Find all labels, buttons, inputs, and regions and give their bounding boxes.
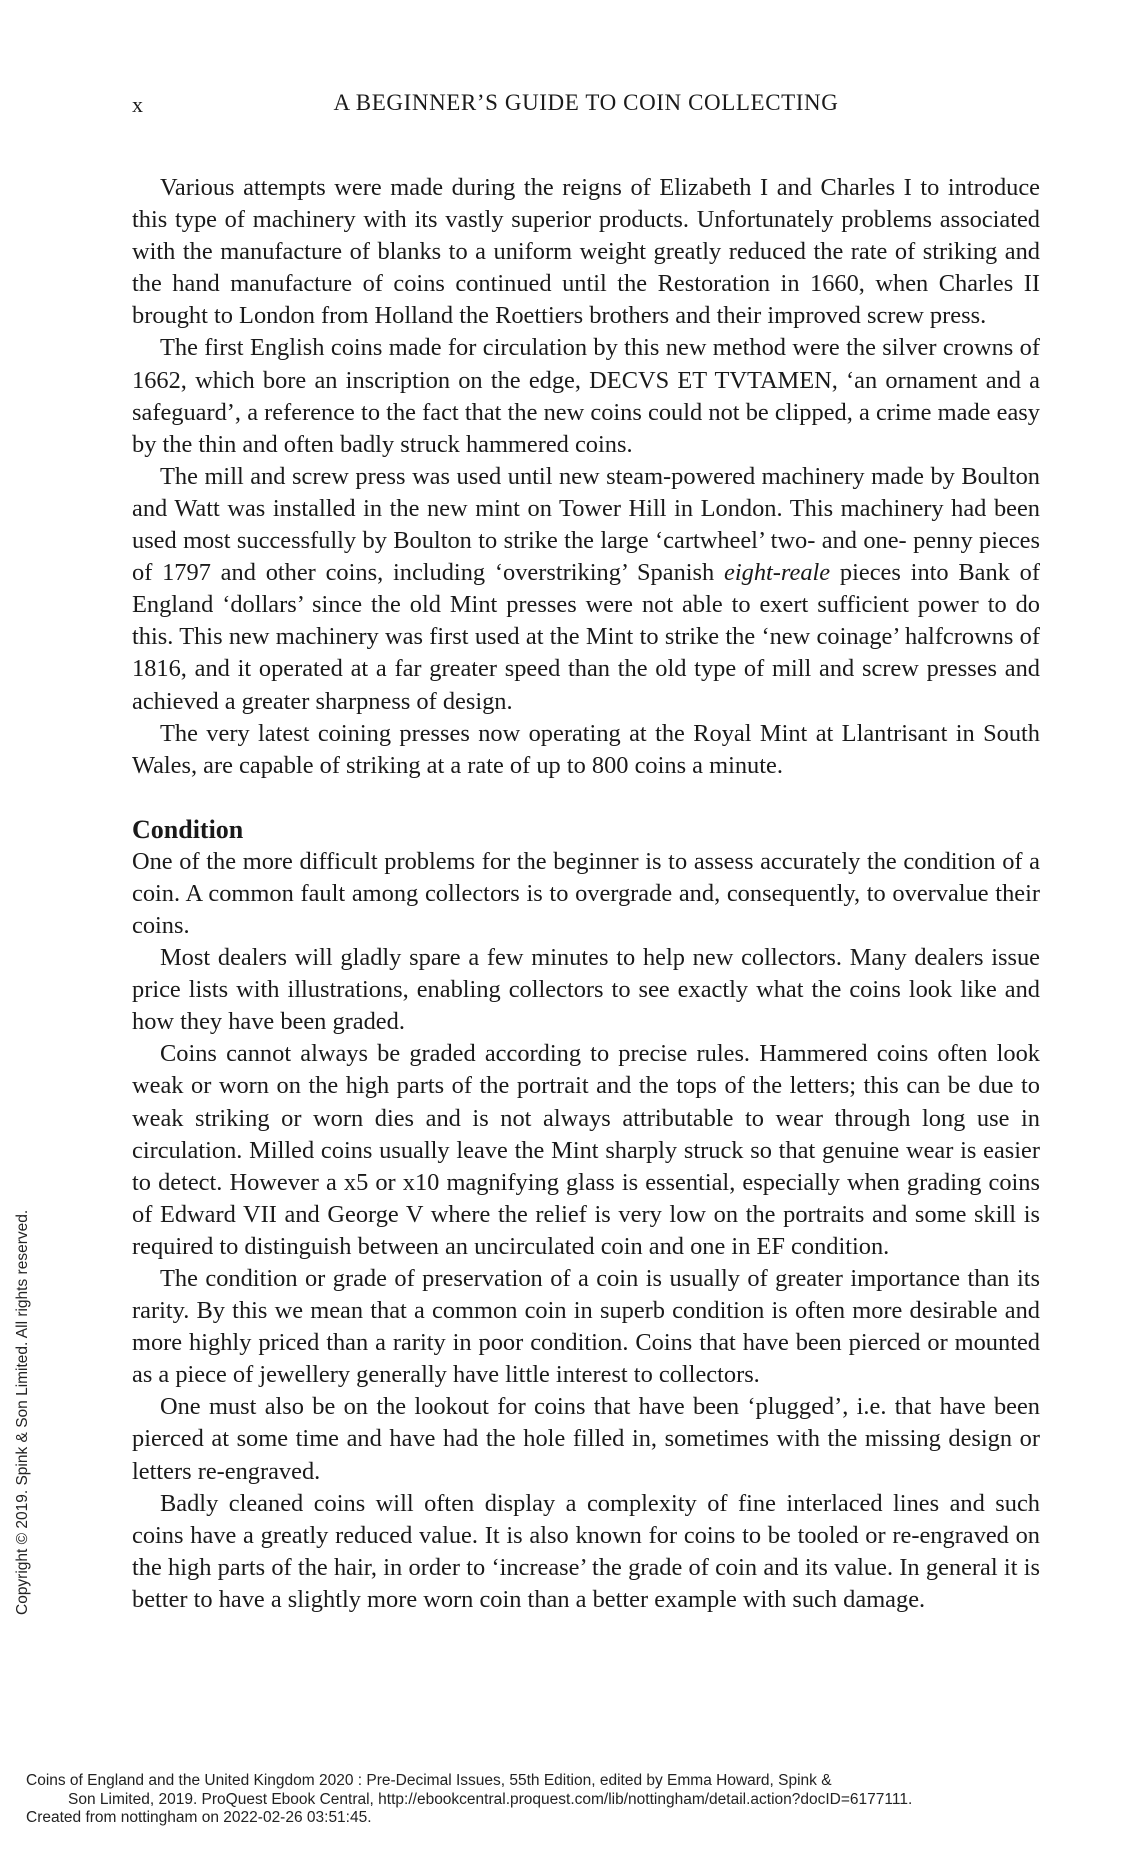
copyright-notice: Copyright © 2019. Spink & Son Limited. All rights reserved. — [14, 1209, 31, 1615]
paragraph: The condition or grade of preservation of a coin is usually of greater importance than its rarity. By this we mean that a common coin in superb condition is often more desirable and more highly priced than a rarity in poor condition. Coins that have been pierced or mounted as a piece of jewellery generally have little interest to collectors. — [132, 1265, 1040, 1389]
body-text — [132, 172, 1040, 1616]
paragraph-text: pieces into Bank of England ‘dollars’ since the old Mint presses were not able to exert sufficient power to do this. This new machinery was first used at the Mint to strike the ‘new coinage’ halfcrowns of 1816, and it operated at a far greater speed than the old type of mill and screw presses and achieved a greater sharpness of design. — [132, 559, 1040, 715]
footer-line: Coins of England and the United Kingdom 2020 : Pre-Decimal Issues, 55th Edition, edited by Emma Howard, Spink & — [26, 1772, 832, 1789]
italic-term: eight-reale — [724, 559, 831, 587]
footer-line: Son Limited, 2019. ProQuest Ebook Central, http://ebookcentral.proquest.com/lib/nottingham/detail.action?docID=6177111. — [68, 1790, 913, 1808]
section-heading: Condition — [132, 814, 244, 844]
paragraph-text: The mill and screw press was used until new steam-powered machinery made by Boulton and Watt was installed in the new mint on Tower Hill in London. This machinery had been used most successfully by Boulton to strike the large ‘cartwheel’ two- and one- penny pieces of 1797 and other coins, including ‘overstriking’ Spanish — [132, 462, 1040, 587]
paragraph: The first English coins made for circulation by this new method were the silver crowns of 1662, which bore an inscription on the edge, DECVS ET TVTAMEN, ‘an ornament and a safeguard’, a reference to the fact that the new coins could not be clipped, a crime made easy by the thin and often badly struck hammered coins. — [132, 334, 1040, 458]
source-footer — [26, 1772, 1106, 1828]
paragraph: The very latest coining presses now operating at the Royal Mint at Llantrisant in South Wales, are capable of striking at a rate of up to 800 coins a minute. — [132, 719, 1040, 779]
footer-line: Created from nottingham on 2022-02-26 03:51:45. — [26, 1809, 372, 1826]
paragraph — [132, 461, 1040, 718]
running-header: A BEGINNER’S GUIDE TO COIN COLLECTING — [333, 90, 839, 115]
paragraph: Coins cannot always be graded according to precise rules. Hammered coins often look weak or worn on the high parts of the portrait and the tops of the letters; this can be due to weak striking or worn dies and is not always attributable to wear through long use in circulation. Milled coins usually leave the Mint sharply struck so that genuine wear is easier to detect. However a x5 or x10 magnifying glass is essential, especially when grading coins of Edward VII and George V where the relief is very low on the portraits and some skill is required to distinguish between an uncirculated coin and one in EF condition. — [132, 1040, 1040, 1260]
page-number: x — [132, 92, 144, 117]
paragraph: One must also be on the lookout for coins that have been ‘plugged’, i.e. that have been pierced at some time and have had the hole filled in, sometimes with the missing design or letters re-engraved. — [132, 1393, 1040, 1485]
paragraph: Various attempts were made during the reigns of Elizabeth I and Charles I to introduce this type of machinery with its vastly superior products. Unfortunately problems associated with the manufacture of blanks to a uniform weight greatly reduced the rate of striking and the hand manufacture of coins continued until the Restoration in 1660, when Charles II brought to London from Holland the Roettiers brothers and their improved screw press. — [132, 174, 1040, 330]
paragraph: Badly cleaned coins will often display a complexity of fine interlaced lines and such coins have a greatly reduced value. It is also known for coins to be tooled or re-engraved on the high parts of the hair, in order to ‘increase’ the grade of coin and its value. In general it is better to have a slightly more worn coin than a better example with such damage. — [132, 1489, 1040, 1613]
paragraph: One of the more difficult problems for the beginner is to assess accurately the condition of a coin. A common fault among collectors is to overgrade and, consequently, to overvalue their coins. — [132, 847, 1040, 939]
paragraph: Most dealers will gladly spare a few minutes to help new collectors. Many dealers issue price lists with illustrations, enabling collectors to see exactly what the coins look like and how they have been graded. — [132, 944, 1040, 1036]
